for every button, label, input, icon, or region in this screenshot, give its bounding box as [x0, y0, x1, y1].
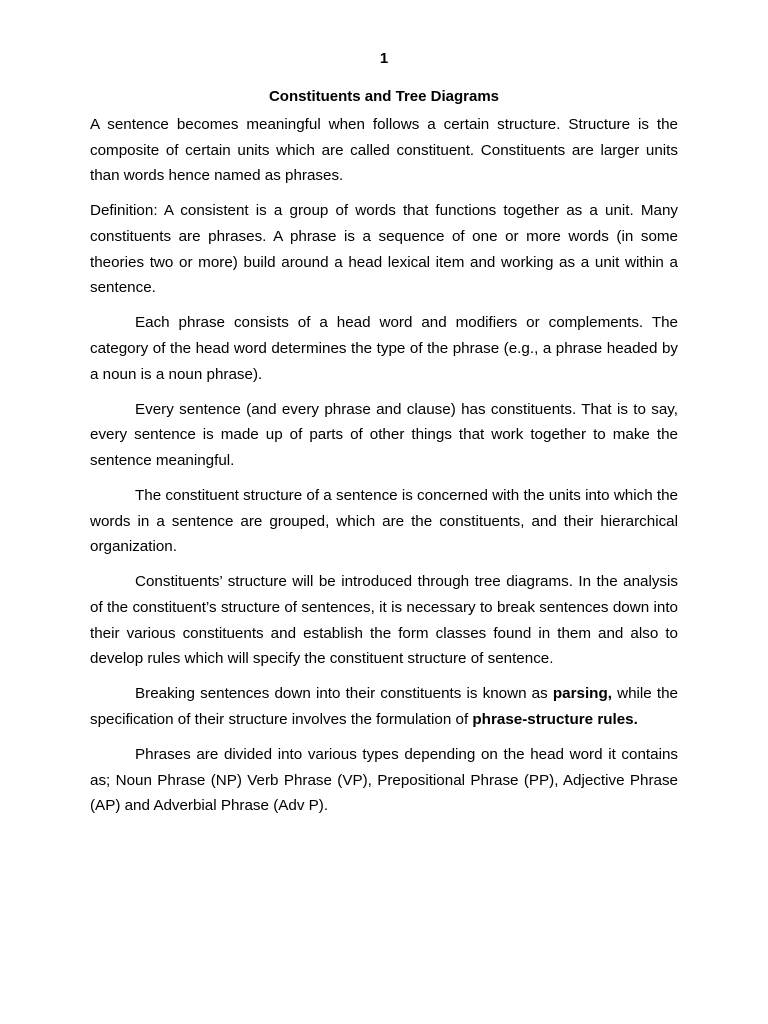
phrase-structure-rules-term: phrase-structure rules.	[472, 711, 638, 729]
parsing-text-1: Breaking sentences down into their constituents is known as	[135, 685, 553, 703]
paragraph-every-sentence: Every sentence (and every phrase and clause) has constituents. That is to say, every sentence is made up of parts of other things that work together to make the sentence meaningful.	[90, 400, 678, 469]
paragraph-head-word: Each phrase consists of a head word and modifiers or complements. The category of the head word determines the type of the phrase (e.g., a phrase headed by a noun is a noun phrase).	[90, 314, 678, 383]
document-page	[90, 48, 678, 829]
paragraph-tree-diagrams: Constituents’ structure will be introduced through tree diagrams. In the analysis of the constituent’s structure of sentences, it is necessary to break sentences down into their various constituents and establish the form classes found in them and also to develop rules which will specify the constituent structure of sentence.	[90, 573, 678, 668]
paragraph-constituent-structure: The constituent structure of a sentence is concerned with the units into which the words in a sentence are grouped, which are the constituents, and their hierarchical organization.	[90, 487, 678, 556]
paragraph-intro: A sentence becomes meaningful when follows a certain structure. Structure is the composite of certain units which are called constituent. Constituents are larger units than words hence named as phrases.	[90, 116, 678, 185]
paragraph-parsing	[90, 681, 678, 732]
paragraph-phrase-types: Phrases are divided into various types depending on the head word it contains as; Noun Phrase (NP) Verb Phrase (VP), Prepositional Phrase (PP), Adjective Phrase (AP) and Adverbial Phrase (Adv P).	[90, 746, 678, 815]
parsing-term: parsing,	[552, 685, 612, 703]
page-number: 1	[379, 50, 389, 67]
paragraph-definition: Definition: A consistent is a group of words that functions together as a unit. Many constituents are phrases. A phrase is a sequence of one or more words (in some theories two or more) build around a head lexical item and working as a unit within a sentence.	[90, 202, 678, 297]
parsing-text-2: while the specification of their structure involves the formulation of	[90, 685, 678, 729]
document-title: Constituents and Tree Diagrams	[268, 88, 500, 105]
